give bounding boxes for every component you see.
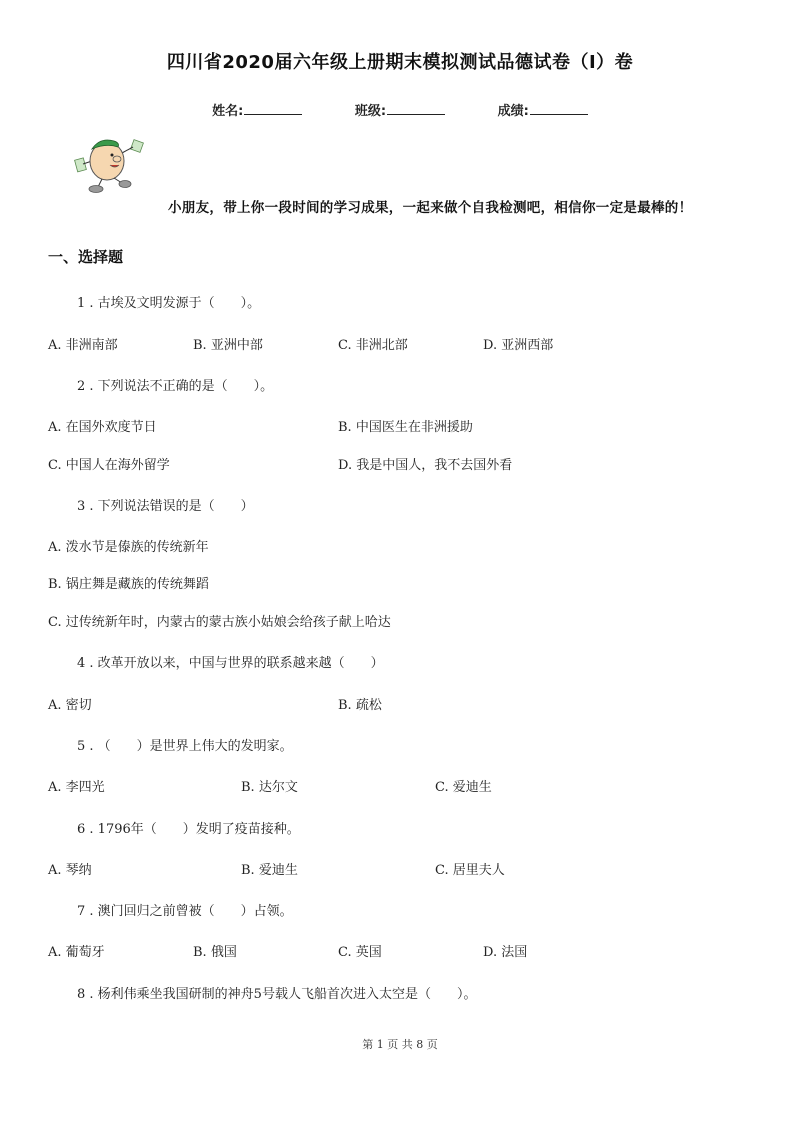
- q3-option-c[interactable]: C. 过传统新年时，内蒙古的蒙古族小姑娘会给孩子献上哈达: [48, 615, 391, 630]
- name-label: 姓名:: [212, 104, 244, 119]
- question-5: 5 . （ ）是世界上伟大的发明家。: [77, 739, 293, 754]
- q5-option-b[interactable]: B. 达尔文: [241, 780, 298, 795]
- question-1: 1 . 古埃及文明发源于（ ）。: [77, 296, 261, 311]
- class-blank[interactable]: [387, 102, 445, 115]
- q6-option-c[interactable]: C. 居里夫人: [435, 863, 505, 878]
- student-info-row: [0, 100, 800, 119]
- question-4: 4 . 改革开放以来，中国与世界的联系越来越（ ）: [77, 656, 384, 671]
- class-label: 班级:: [354, 104, 387, 119]
- question-8: 8 . 杨利伟乘坐我国研制的神舟5号载人飞船首次进入太空是（ ）。: [77, 987, 477, 1002]
- q3-option-a[interactable]: A. 泼水节是傣族的传统新年: [48, 540, 209, 555]
- score-blank[interactable]: [530, 102, 588, 115]
- score-label: 成绩:: [497, 104, 529, 119]
- q2-option-d[interactable]: D. 我是中国人，我不去国外看: [338, 458, 513, 473]
- q7-option-b[interactable]: B. 俄国: [193, 945, 237, 960]
- q4-option-b[interactable]: B. 疏松: [338, 698, 382, 713]
- question-2: 2 . 下列说法不正确的是（ ）。: [77, 379, 274, 394]
- class-field: [355, 100, 445, 119]
- q3-option-b[interactable]: B. 锅庄舞是藏族的传统舞蹈: [48, 577, 209, 592]
- q7-option-d[interactable]: D. 法国: [483, 945, 528, 960]
- q6-option-b[interactable]: B. 爱迪生: [241, 863, 298, 878]
- q2-option-a[interactable]: A. 在国外欢度节日: [48, 420, 157, 435]
- q1-option-d[interactable]: D. 亚洲西部: [483, 338, 554, 353]
- page-title: 四川省2020届六年级上册期末模拟测试品德试卷（I）卷: [166, 52, 634, 73]
- page-footer: 第 1 页 共 8 页: [362, 1038, 438, 1051]
- q6-option-a[interactable]: A. 琴纳: [48, 863, 92, 878]
- section-title-choice: 一、选择题: [48, 248, 124, 266]
- q7-option-a[interactable]: A. 葡萄牙: [48, 945, 105, 960]
- q4-option-a[interactable]: A. 密切: [48, 698, 92, 713]
- score-field: [498, 100, 588, 119]
- q5-option-a[interactable]: A. 李四光: [48, 780, 105, 795]
- q1-option-a[interactable]: A. 非洲南部: [48, 338, 118, 353]
- q2-option-b[interactable]: B. 中国医生在非洲援助: [338, 420, 473, 435]
- question-6: 6 . 1796年（ ）发明了疫苗接种。: [77, 822, 300, 837]
- encouragement-text: 小朋友，带上你一段时间的学习成果，一起来做个自我检测吧，相信你一定是最棒的！: [168, 200, 693, 216]
- name-blank[interactable]: [244, 102, 302, 115]
- q1-option-b[interactable]: B. 亚洲中部: [193, 338, 263, 353]
- mascot-icon: [70, 135, 150, 195]
- q5-option-c[interactable]: C. 爱迪生: [435, 780, 492, 795]
- question-7: 7 . 澳门回归之前曾被（ ）占领。: [77, 904, 293, 919]
- name-field: [212, 100, 302, 119]
- q7-option-c[interactable]: C. 英国: [338, 945, 382, 960]
- q2-option-c[interactable]: C. 中国人在海外留学: [48, 458, 170, 473]
- question-3: 3 . 下列说法错误的是（ ）: [77, 499, 254, 514]
- q1-option-c[interactable]: C. 非洲北部: [338, 338, 408, 353]
